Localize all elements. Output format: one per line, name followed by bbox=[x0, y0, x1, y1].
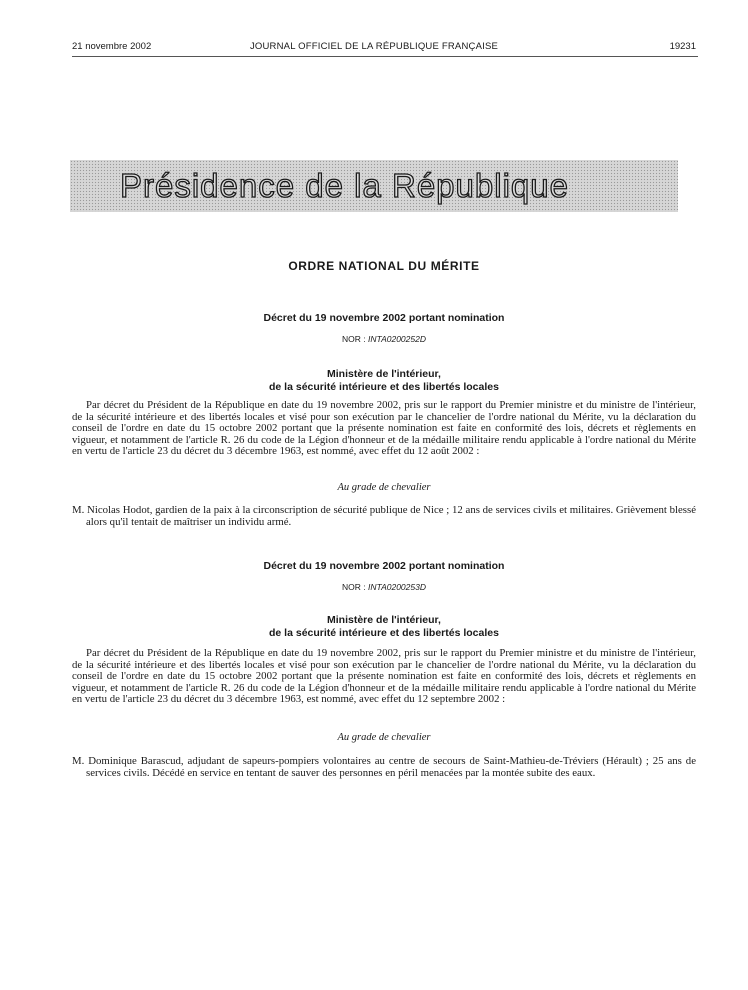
nor-label: NOR : bbox=[342, 334, 366, 344]
nor-code: INTA0200252D bbox=[368, 334, 426, 344]
header-date: 21 novembre 2002 bbox=[72, 41, 152, 52]
nor-label: NOR : bbox=[342, 582, 366, 592]
header-rule bbox=[72, 56, 698, 57]
ministry-line-2: de la sécurité intérieure et des libertés locales bbox=[269, 381, 499, 393]
decree-2-person-text: M. Dominique Barascud, adjudant de sapeurs-pompiers volontaires au centre de secours de Saint-Mathieu-de-Tréviers (Hérault) ; 25 ans de services civils. Décédé en service en tentant de sauver des personnes en péril menacées par la montée subite des eaux. bbox=[72, 755, 696, 779]
ministry-line-1: Ministère de l'intérieur, bbox=[327, 368, 441, 380]
decree-1-person-text: M. Nicolas Hodot, gardien de la paix à la circonscription de sécurité publique de Nice ; 12 ans de services civils et militaires. Grièvement blessé alors qu'il tentait de maîtriser un individu armé. bbox=[72, 504, 696, 528]
decree-1-body bbox=[72, 400, 696, 458]
ministry-line-1: Ministère de l'intérieur, bbox=[327, 614, 441, 626]
decree-1-ministry bbox=[72, 368, 696, 394]
decree-1-grade: Au grade de chevalier bbox=[337, 482, 431, 493]
decree-2-grade: Au grade de chevalier bbox=[337, 732, 431, 743]
header-page-number: 19231 bbox=[669, 41, 696, 52]
presidence-banner bbox=[70, 160, 678, 212]
banner-title bbox=[70, 160, 678, 212]
ministry-line-2: de la sécurité intérieure et des libertés locales bbox=[269, 627, 499, 639]
header-journal-title: JOURNAL OFFICIEL DE LA RÉPUBLIQUE FRANÇAISE bbox=[249, 41, 499, 52]
decree-1-nor bbox=[72, 334, 696, 344]
decree-2-title: Décret du 19 novembre 2002 portant nomination bbox=[263, 560, 505, 572]
decree-2-ministry bbox=[72, 614, 696, 640]
decree-2-paragraph: Par décret du Président de la République en date du 19 novembre 2002, pris sur le rapport du Premier ministre et du ministre de l'intérieur, de la sécurité intérieure et des libertés locales et visé pour son exécution par le chancelier de l'ordre national du Mérite, vu la déclaration du conseil de l'ordre en date du 15 octobre 2002 portant que la présente nomination est faite en conformité des lois, décrets et règlements en vigueur, et notamment de l'article R. 26 du code de la Légion d'honneur et de la médaille militaire rendu applicable à l'ordre national du Mérite en vertu de l'article 23 du décret du 3 décembre 1963, est nommé, avec effet du 12 septembre 2002 : bbox=[72, 647, 696, 706]
decree-1-person bbox=[72, 505, 696, 528]
decree-1-title: Décret du 19 novembre 2002 portant nomination bbox=[263, 312, 505, 324]
decree-2-nor bbox=[72, 582, 696, 592]
decree-1-paragraph: Par décret du Président de la République en date du 19 novembre 2002, pris sur le rapport du Premier ministre et du ministre de l'intérieur, de la sécurité intérieure et des libertés locales et visé pour son exécution par le chancelier de l'ordre national du Mérite, vu la déclaration du conseil de l'ordre en date du 15 octobre 2002 portant que la présente nomination est faite en conformité des lois, décrets et règlements en vigueur, et notamment de l'article R. 26 du code de la Légion d'honneur et de la médaille militaire rendu applicable à l'ordre national du Mérite en vertu de l'article 23 du décret du 3 décembre 1963, est nommé, avec effet du 12 août 2002 : bbox=[72, 399, 696, 458]
decree-2-body bbox=[72, 648, 696, 706]
banner-title-text: Présidence de la République bbox=[120, 167, 569, 204]
nor-code: INTA0200253D bbox=[368, 582, 426, 592]
order-title: ORDRE NATIONAL DU MÉRITE bbox=[288, 259, 480, 273]
decree-2-person bbox=[72, 756, 696, 779]
